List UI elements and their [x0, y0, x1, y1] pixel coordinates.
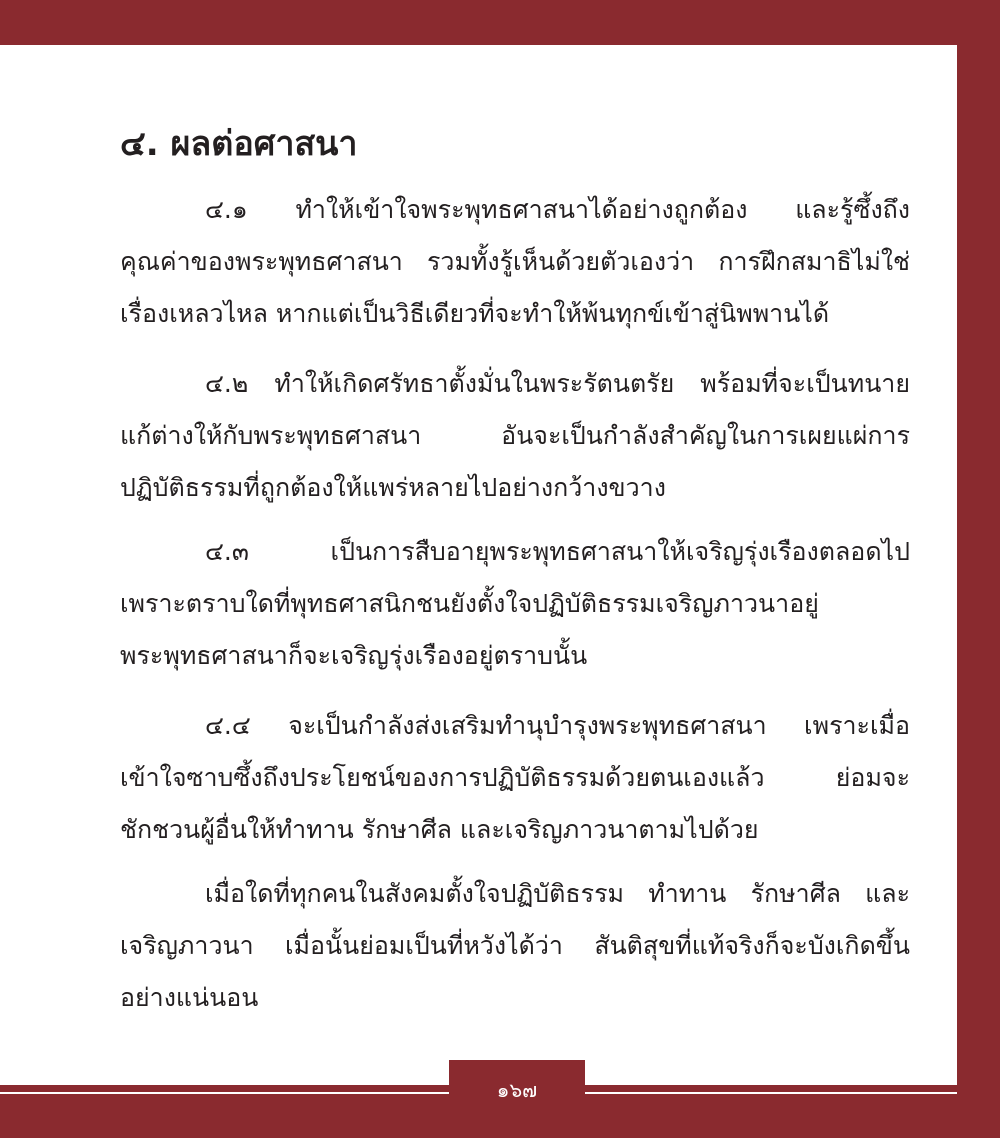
paragraph-line: ๔.๓ เป็นการสืบอายุพระพุทธศาสนาให้เจริญรุ่งเรืองตลอดไป — [205, 537, 910, 566]
paragraph-4-3 — [120, 526, 910, 682]
paragraph-closing — [120, 868, 910, 1024]
paragraph-line: ๔.๒ ทำให้เกิดศรัทธาตั้งมั่นในพระรัตนตรัย พร้อมที่จะเป็นทนาย — [205, 369, 910, 398]
paragraph-4-4 — [120, 700, 910, 856]
page-number-tab — [449, 1060, 585, 1120]
paragraph-line: เมื่อใดที่ทุกคนในสังคมตั้งใจปฏิบัติธรรม ทำทาน รักษาศีล และ — [205, 879, 910, 908]
paragraph-4-1 — [120, 184, 910, 340]
paragraph-line: พระพุทธศาสนาก็จะเจริญรุ่งเรืองอยู่ตราบนั้น — [120, 641, 588, 670]
page-number: ๑๖๗ — [496, 1078, 538, 1102]
frame-rule-right — [947, 54, 949, 1085]
paragraph-line: ๔.๔ จะเป็นกำลังส่งเสริมทำนุบำรุงพระพุทธศาสนา เพราะเมื่อ — [205, 711, 910, 740]
paragraph-line: เรื่องเหลวไหล หากแต่เป็นวิธีเดียวที่จะทำให้พ้นทุกข์เข้าสู่นิพพานได้ — [120, 299, 830, 328]
paragraph-line: แก้ต่างให้กับพระพุทธศาสนา อันจะเป็นกำลังสำคัญในการเผยแผ่การ — [120, 421, 910, 450]
paragraph-line: เจริญภาวนา เมื่อนั้นย่อมเป็นที่หวังได้ว่า สันติสุขที่แท้จริงก็จะบังเกิดขึ้น — [120, 931, 910, 960]
paragraph-4-2 — [120, 358, 910, 514]
paragraph-line: ปฏิบัติธรรมที่ถูกต้องให้แพร่หลายไปอย่างกว้างขวาง — [120, 473, 666, 502]
paragraph-line: ๔.๑ ทำให้เข้าใจพระพุทธศาสนาได้อย่างถูกต้อง และรู้ซึ้งถึง — [205, 195, 910, 224]
section-heading: ๔. ผลต่อศาสนา — [120, 124, 358, 164]
paragraph-line: ชักชวนผู้อื่นให้ทำทาน รักษาศีล และเจริญภาวนาตามไปด้วย — [120, 815, 759, 844]
paragraph-line: เข้าใจซาบซึ้งถึงประโยชน์ของการปฏิบัติธรรมด้วยตนเองแล้ว ย่อมจะ — [120, 763, 910, 792]
paragraph-line: อย่างแน่นอน — [120, 983, 259, 1012]
paragraph-line: คุณค่าของพระพุทธศาสนา รวมทั้งรู้เห็นด้วยตัวเองว่า การฝึกสมาธิไม่ใช่ — [120, 247, 910, 276]
paragraph-line: เพราะตราบใดที่พุทธศาสนิกชนยังตั้งใจปฏิบัติธรรมเจริญภาวนาอยู่ — [120, 589, 819, 618]
